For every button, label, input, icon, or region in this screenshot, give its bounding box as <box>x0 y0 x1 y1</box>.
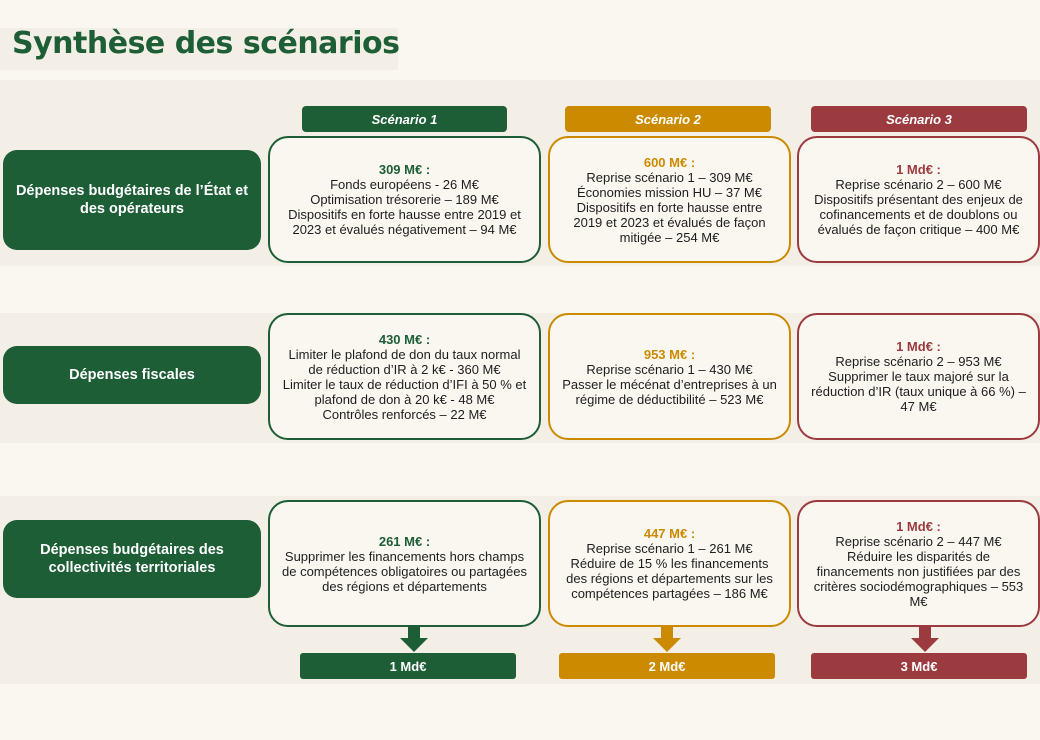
card-amount: 953 M€ : <box>643 346 696 362</box>
card-line: Réduire de 15 % les financements des régions et départements sur les compétences partagées – 186 M€ <box>566 556 773 601</box>
card-line: Dispositifs en forte hausse entre 2019 et 2023 et évalués négativement – 94 M€ <box>288 207 521 237</box>
card-line: Reprise scénario 1 – 261 M€ <box>586 541 753 556</box>
total-scenario-3: 3 Md€ <box>811 653 1027 679</box>
card-line: Reprise scénario 2 – 953 M€ <box>835 354 1002 369</box>
page-title: Synthèse des scénarios <box>12 26 400 61</box>
down-arrow-icon <box>400 626 428 652</box>
down-arrow-icon <box>911 626 939 652</box>
card-line: Reprise scénario 2 – 600 M€ <box>835 177 1002 192</box>
card-row3-scenario1 <box>268 500 541 627</box>
card-row2-scenario2 <box>548 313 791 440</box>
card-line: Limiter le taux de réduction d’IFI à 50 % et plafond de don à 20 k€ - 48 M€ <box>282 376 527 407</box>
card-row1-scenario3 <box>797 136 1040 263</box>
row-label-text: Dépenses budgétaires des collectivités territoriales <box>40 542 224 576</box>
card-amount: 261 M€ : <box>378 533 431 549</box>
card-line: Dispositifs en forte hausse entre 2019 et 2023 et évalués de façon mitigée – 254 M€ <box>573 199 766 245</box>
card-line: Passer le mécénat d’entreprises à un régime de déductibilité – 523 M€ <box>562 376 777 407</box>
card-line: Fonds européens - 26 M€ <box>330 177 479 192</box>
card-row1-scenario2 <box>548 136 791 263</box>
card-line: Dispositifs présentant des enjeux de cofinancements et de doublons ou évalués de façon critique – 400 M€ <box>814 192 1023 237</box>
card-amount: 447 M€ : <box>643 526 696 541</box>
card-amount: 1 Md€ : <box>896 339 941 354</box>
total-scenario-2: 2 Md€ <box>559 653 775 679</box>
card-row2-scenario1 <box>268 313 541 440</box>
down-arrow-icon <box>653 626 681 652</box>
row-label-text: Dépenses budgétaires de l’État et des opérateurs <box>15 183 249 217</box>
card-amount: 1 Md€ : <box>896 162 941 177</box>
card-amount: 430 M€ : <box>378 331 431 347</box>
row-label-text: Dépenses fiscales <box>69 367 195 383</box>
card-line: Limiter le plafond de don du taux normal de réduction d’IR à 2 k€ - 360 M€ <box>288 346 521 377</box>
card-row1-scenario1 <box>268 136 541 263</box>
scenario-header-3: Scénario 3 <box>811 106 1027 132</box>
row-label-tax-expenditures <box>3 346 261 404</box>
card-line: Contrôles renforcés – 22 M€ <box>322 406 487 422</box>
scenario-header-2: Scénario 2 <box>565 106 771 132</box>
card-row3-scenario2 <box>548 500 791 627</box>
card-line: Économies mission HU – 37 M€ <box>577 184 762 200</box>
total-scenario-1: 1 Md€ <box>300 653 516 679</box>
card-line: Optimisation trésorerie – 189 M€ <box>310 192 499 207</box>
row-label-state-budget <box>3 150 261 250</box>
card-line: Supprimer le taux majoré sur la réduction d’IR (taux unique à 66 %) – 47 M€ <box>811 369 1026 414</box>
card-amount: 309 M€ : <box>378 162 431 177</box>
card-row2-scenario3 <box>797 313 1040 440</box>
row-label-local-authorities <box>3 520 261 598</box>
card-line: Reprise scénario 2 – 447 M€ <box>835 533 1002 549</box>
card-line: Réduire les disparités de financements non justifiées par des critères sociodémographiques – 553 M€ <box>813 548 1024 609</box>
card-row3-scenario3 <box>797 500 1040 627</box>
card-line: Reprise scénario 1 – 309 M€ <box>586 169 753 185</box>
card-line: Reprise scénario 1 – 430 M€ <box>586 361 753 377</box>
card-line: Supprimer les financements hors champs de compétences obligatoires ou partagées des régions et départements <box>282 548 527 594</box>
scenario-header-1: Scénario 1 <box>302 106 507 132</box>
card-amount: 600 M€ : <box>643 154 696 170</box>
card-amount: 1 Md€ : <box>896 518 941 534</box>
